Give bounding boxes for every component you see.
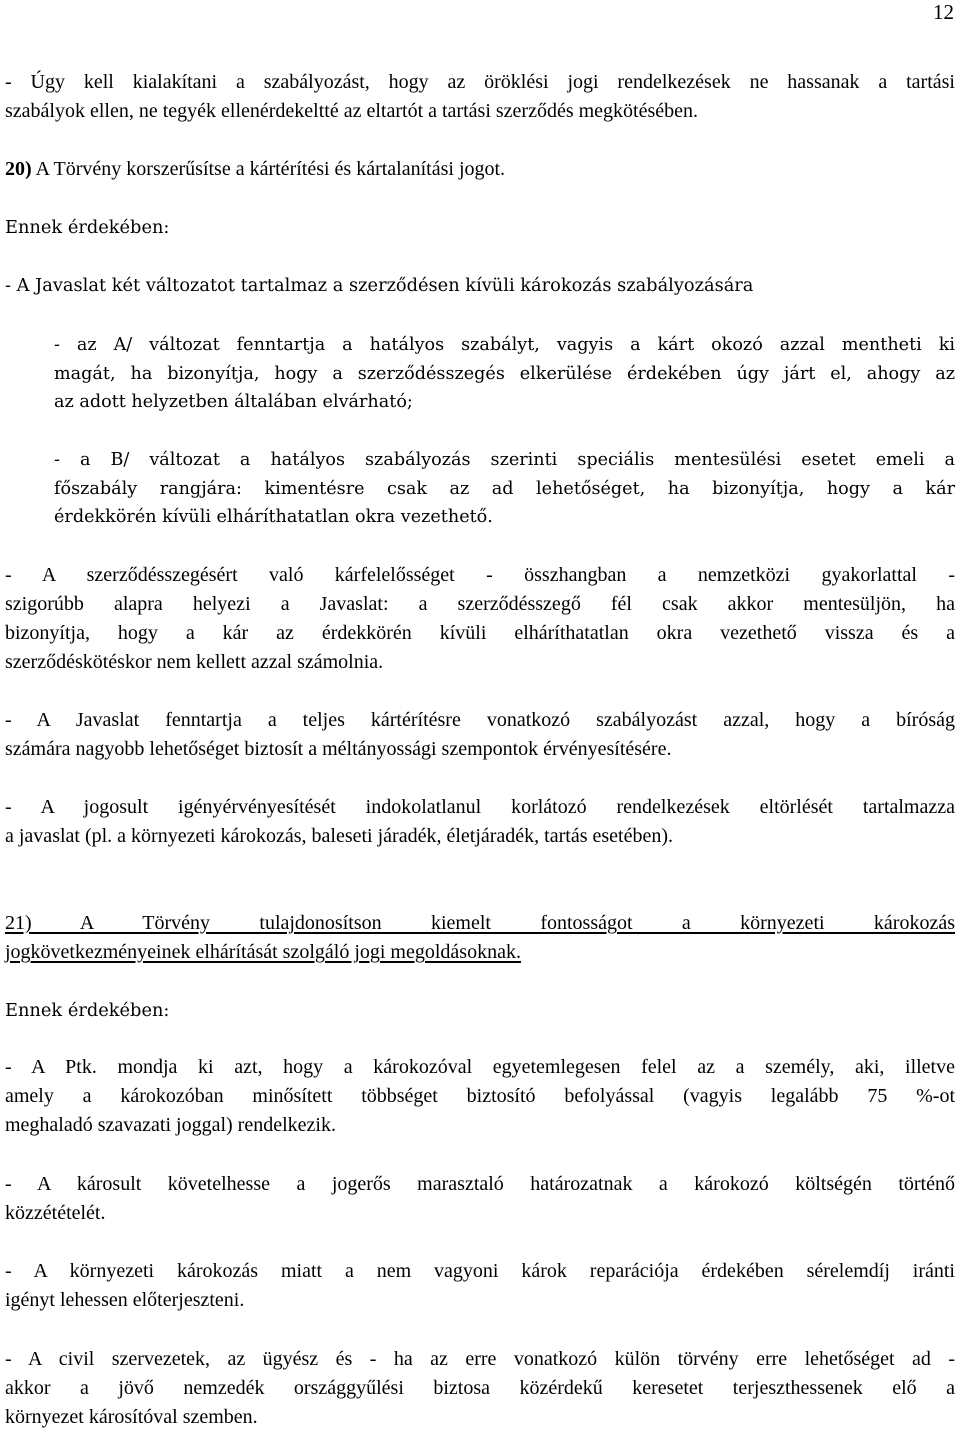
paragraph-non-pecuniary bbox=[5, 1257, 955, 1315]
section-title-line: 21) A Törvény tulajdonosítson kiemelt fontosságot a környezeti károkozás bbox=[5, 912, 955, 934]
text-line: szabályok ellen, ne tegyék ellenérdekeltté az eltartót a tartási szerződés megkötésében. bbox=[5, 100, 699, 122]
text-line: igényt lehessen előterjeszteni. bbox=[5, 1289, 245, 1311]
paragraph-variant-b bbox=[54, 446, 955, 532]
paragraph-joint-liability bbox=[5, 1053, 955, 1140]
text-line: - A környezeti károkozás miatt a nem vagyoni károk reparációja érdekében sérelemdíj iránti bbox=[5, 1260, 955, 1282]
text-line: közzétételét. bbox=[5, 1202, 106, 1224]
section-title: A Törvény korszerűsítse a kártérítési és kártalanítási jogot. bbox=[31, 158, 506, 180]
paragraph-publication bbox=[5, 1170, 955, 1228]
intro-label-text: Ennek érdekében: bbox=[5, 1000, 170, 1021]
text-line: - A károsult követelhesse a jogerős marasztaló határozatnak a károkozó költségén történő bbox=[5, 1173, 955, 1195]
paragraph-variant-a bbox=[54, 331, 955, 417]
text-line: - A civil szervezetek, az ügyész és - ha az erre vonatkozó külön törvény erre lehetőséget ad - bbox=[5, 1348, 955, 1370]
text-line: - a B/ változat a hatályos szabályozás szerinti speciális mentesülési esetet emeli a bbox=[54, 450, 955, 470]
intro-label bbox=[5, 996, 955, 1025]
text-line: - Úgy kell kialakítani a szabályozást, hogy az öröklési jogi rendelkezések ne hassanak a tartási bbox=[5, 71, 955, 93]
section-heading-21 bbox=[5, 909, 955, 967]
section-title-line: jogkövetkezményeinek elhárítását szolgáló jogi megoldásoknak. bbox=[5, 941, 521, 963]
text-line: számára nagyobb lehetőséget biztosít a méltányossági szempontok érvényesítésére. bbox=[5, 738, 672, 760]
paragraph-civil-organizations bbox=[5, 1345, 955, 1432]
text-line: amely a károkozóban minősített többséget biztosító befolyással (vagyis legalább 75 %-ot bbox=[5, 1085, 955, 1107]
page-number: 12 bbox=[933, 0, 954, 24]
text-line: - az A/ változat fenntartja a hatályos szabályt, vagyis a kárt okozó azzal mentheti ki bbox=[54, 335, 955, 355]
text-line: - A Javaslat két változatot tartalmaz a szerződésen kívüli károkozás szabályozására bbox=[5, 275, 754, 296]
section-number: 20) bbox=[5, 158, 32, 180]
paragraph-inheritance-rules bbox=[5, 68, 955, 126]
text-line: - A Javaslat fenntartja a teljes kártérítésre vonatkozó szabályozást azzal, hogy a bíróság bbox=[5, 709, 955, 731]
text-line: - A jogosult igényérvényesítését indokolatlanul korlátozó rendelkezések eltörlését tartalmazza bbox=[5, 796, 955, 818]
text-line: környezet károsítóval szemben. bbox=[5, 1406, 258, 1428]
intro-label-text: Ennek érdekében: bbox=[5, 217, 170, 238]
intro-label bbox=[5, 213, 955, 242]
paragraph-breach-liability bbox=[5, 561, 955, 677]
text-line: - A szerződésszegésért való kárfelelősséget - összhangban a nemzetközi gyakorlattal - bbox=[5, 564, 955, 586]
text-line: érdekkörén kívüli elháríthatatlan okra vezethető. bbox=[54, 507, 493, 527]
text-line: magát, ha bizonyítja, hogy a szerződésszegés elkerülése érdekében úgy járt el, ahogy az bbox=[54, 363, 955, 384]
text-line: a javaslat (pl. a környezeti károkozás, baleseti járadék, életjáradék, tartás esetében). bbox=[5, 825, 673, 847]
text-line: szerződéskötéskor nem kellett azzal számolnia. bbox=[5, 651, 384, 673]
text-line: főszabály rangjára: kimentésre csak az ad lehetőséget, ha bizonyítja, hogy a kár bbox=[54, 478, 955, 499]
section-heading-20 bbox=[5, 155, 955, 184]
text-line: akkor a jövő nemzedék országgyűlési biztosa közérdekű keresetet terjeszthessenek elő a bbox=[5, 1377, 955, 1399]
paragraph-claim-restrictions bbox=[5, 793, 955, 851]
text-line: az adott helyzetben általában elvárható; bbox=[54, 392, 413, 412]
text-line: szigorúbb alapra helyezi a Javaslat: a szerződésszegő fél csak akkor mentesüljön, ha bbox=[5, 593, 955, 615]
text-line: bizonyítja, hogy a kár az érdekkörén kívüli elháríthatatlan okra vezethető vissza és a bbox=[5, 622, 955, 644]
paragraph-full-compensation bbox=[5, 706, 955, 764]
text-line: - A Ptk. mondja ki azt, hogy a károkozóval egyetemlegesen felel az a személy, aki, illetve bbox=[5, 1056, 955, 1078]
paragraph-two-variants bbox=[5, 271, 955, 300]
text-line: meghaladó szavazati joggal) rendelkezik. bbox=[5, 1114, 336, 1136]
